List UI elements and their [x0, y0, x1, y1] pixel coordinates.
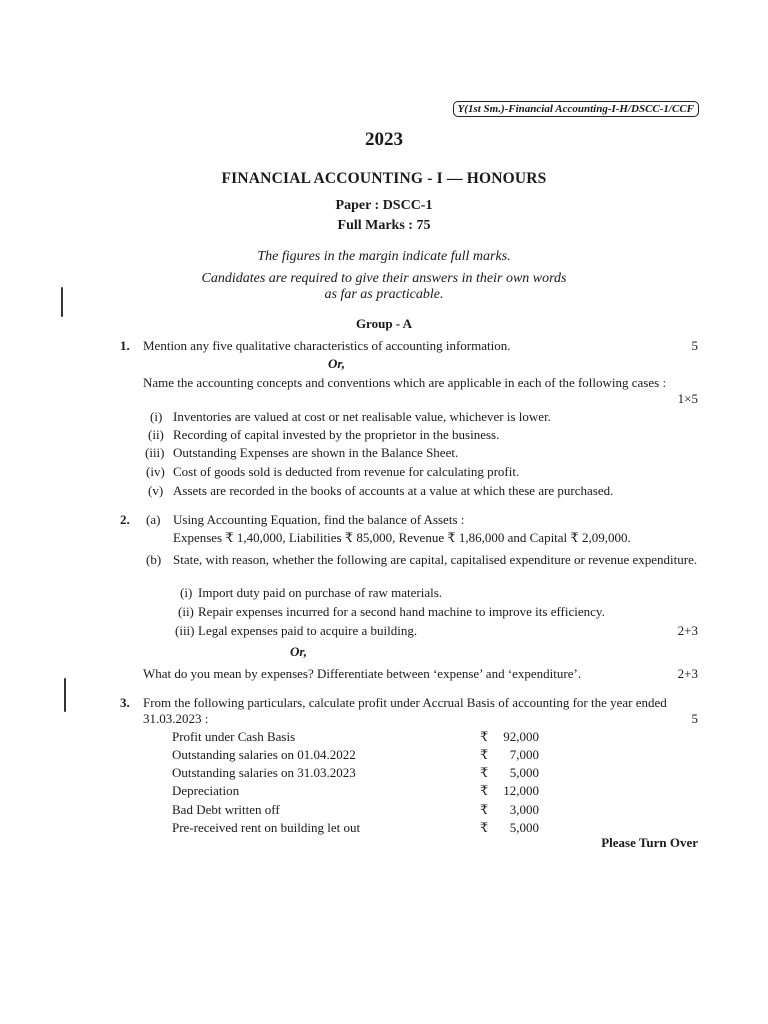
particular-label: Profit under Cash Basis [172, 729, 296, 744]
full-marks: Full Marks : 75 [337, 218, 431, 233]
question-marks: 1×5 [677, 391, 698, 406]
question-marks: 2+3 [677, 666, 698, 681]
particular-label: Depreciation [172, 783, 240, 798]
instruction-line: Candidates are required to give their answers in their own words [201, 271, 567, 286]
or-separator: Or, [290, 644, 307, 659]
question-marks: 2+3 [677, 623, 698, 638]
paper-code-tag: Y(1st Sm.)-Financial Accounting-I-H/DSCC-1/CCF [453, 101, 699, 117]
particular-value: 3,000 [509, 802, 539, 817]
item-label: (iii) [175, 623, 195, 638]
particular-label: Outstanding salaries on 01.04.2022 [172, 747, 356, 762]
item-label: (i) [180, 585, 193, 600]
particulars-row [0, 783, 768, 801]
particular-value: 92,000 [503, 729, 539, 744]
please-turn-over: Please Turn Over [601, 835, 698, 850]
item-label: (ii) [148, 427, 164, 442]
question-text: Expenses ₹ 1,40,000, Liabilities ₹ 85,000, Revenue ₹ 1,86,000 and Capital ₹ 2,09,000. [173, 530, 631, 545]
item-label: (iii) [145, 445, 165, 460]
rupee-icon: ₹ [480, 747, 489, 762]
item-text: Import duty paid on purchase of raw materials. [198, 585, 443, 600]
scan-mark [64, 678, 66, 712]
particulars-row [0, 765, 768, 783]
paper-code: Paper : DSCC-1 [335, 198, 433, 213]
question-marks: 5 [691, 711, 698, 726]
item-text: Assets are recorded in the books of accounts at a value at which these are purchased. [173, 483, 614, 498]
rupee-icon: ₹ [480, 729, 489, 744]
item-text: Legal expenses paid to acquire a building. [198, 623, 418, 638]
particulars-row [0, 729, 768, 747]
question-text: State, with reason, whether the following are capital, capitalised expenditure or revenue expenditure. [173, 552, 698, 567]
item-text: Outstanding Expenses are shown in the Balance Sheet. [173, 445, 459, 460]
particular-label: Bad Debt written off [172, 802, 280, 817]
question-marks: 5 [691, 338, 698, 353]
question-text: From the following particulars, calculate profit under Accrual Basis of accounting for the year ended [143, 695, 667, 710]
item-label: (i) [150, 409, 163, 424]
particulars-row [0, 802, 768, 820]
particular-label: Pre-received rent on building let out [172, 820, 361, 835]
particular-value: 12,000 [503, 783, 539, 798]
question-number: 1. [120, 338, 130, 353]
sub-question-label: (a) [146, 512, 161, 527]
question-text: What do you mean by expenses? Differentiate between ‘expense’ and ‘expenditure’. [143, 666, 582, 681]
item-text: Inventories are valued at cost or net realisable value, whichever is lower. [173, 409, 551, 424]
rupee-icon: ₹ [480, 783, 489, 798]
exam-year: 2023 [365, 129, 403, 150]
item-text: Repair expenses incurred for a second hand machine to improve its efficiency. [198, 604, 605, 619]
particulars-row [0, 747, 768, 765]
instruction-line: as far as practicable. [324, 287, 444, 302]
particular-label: Outstanding salaries on 31.03.2023 [172, 765, 356, 780]
paper-title: FINANCIAL ACCOUNTING - I — HONOURS [221, 170, 547, 187]
item-label: (v) [148, 483, 164, 498]
question-number: 3. [120, 695, 130, 710]
particular-value: 7,000 [509, 747, 539, 762]
sub-question-label: (b) [146, 552, 162, 567]
particular-value: 5,000 [509, 765, 539, 780]
particular-value: 5,000 [509, 820, 539, 835]
item-text: Recording of capital invested by the proprietor in the business. [173, 427, 500, 442]
rupee-icon: ₹ [480, 802, 489, 817]
group-heading: Group - A [355, 316, 413, 331]
item-label: (ii) [178, 604, 194, 619]
question-text: Mention any five qualitative characteristics of accounting information. [143, 338, 511, 353]
question-number: 2. [120, 512, 130, 527]
rupee-icon: ₹ [480, 820, 489, 835]
question-text: Name the accounting concepts and conventions which are applicable in each of the following cases : [143, 375, 667, 390]
question-text: 31.03.2023 : [143, 711, 209, 726]
or-separator: Or, [328, 356, 345, 371]
item-label: (iv) [146, 464, 165, 479]
rupee-icon: ₹ [480, 765, 489, 780]
question-text: Using Accounting Equation, find the balance of Assets : [173, 512, 465, 527]
item-text: Cost of goods sold is deducted from revenue for calculating profit. [173, 464, 520, 479]
instruction-line: The figures in the margin indicate full marks. [257, 249, 511, 264]
